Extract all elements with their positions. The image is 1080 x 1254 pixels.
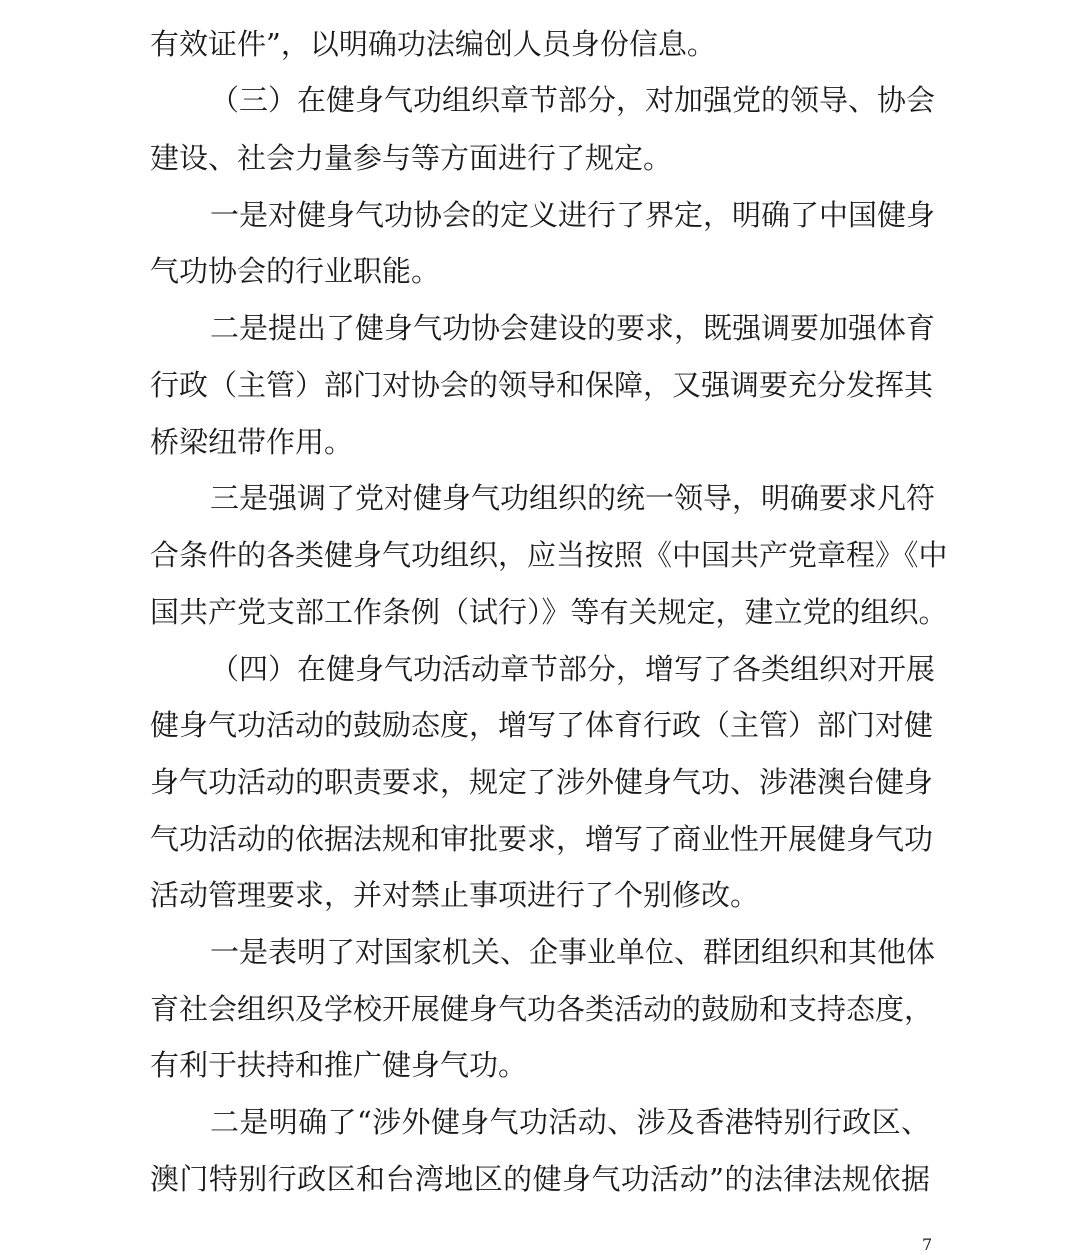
text-line: 国共产党支部工作条例（试行）》等有关规定，建立党的组织。 [150,595,948,629]
text-line: 合条件的各类健身气功组织，应当按照《中国共产党章程》《中 [150,538,948,572]
text-line: 有效证件”，以明确功法编创人员身份信息。 [150,27,716,61]
text-line: 澳门特别行政区和台湾地区的健身气功活动”的法律法规依据 [150,1162,930,1196]
text-line: 桥梁纽带作用。 [150,425,354,459]
text-line: 身气功活动的职责要求，规定了涉外健身气功、涉港澳台健身 [150,765,934,799]
text-line: 气功活动的依据法规和审批要求，增写了商业性开展健身气功 [150,822,934,856]
text-line: 气功协会的行业职能。 [150,254,441,288]
text-line: 二是明确了“涉外健身气功活动、涉及香港特别行政区、 [210,1105,930,1139]
text-line: 育社会组织及学校开展健身气功各类活动的鼓励和支持态度， [150,992,934,1026]
text-line: 二是提出了健身气功协会建设的要求，既强调要加强体育 [210,311,936,345]
text-line: 有利于扶持和推广健身气功。 [150,1048,528,1082]
text-line: （四）在健身气功活动章节部分，增写了各类组织对开展 [210,652,936,686]
text-line: 健身气功活动的鼓励态度，增写了体育行政（主管）部门对健 [150,708,934,742]
text-line: 建设、社会力量参与等方面进行了规定。 [150,141,673,175]
text-line: 活动管理要求，并对禁止事项进行了个别修改。 [150,878,760,912]
text-line: 一是表明了对国家机关、企事业单位、群团组织和其他体 [210,935,936,969]
text-line: 行政（主管）部门对协会的领导和保障，又强调要充分发挥其 [150,368,934,402]
text-line: 三是强调了党对健身气功组织的统一领导，明确要求凡符 [210,481,936,515]
page-number: 7 [922,1235,933,1254]
text-line: 一是对健身气功协会的定义进行了界定，明确了中国健身 [210,198,936,232]
text-line: （三）在健身气功组织章节部分，对加强党的领导、协会 [210,83,936,117]
